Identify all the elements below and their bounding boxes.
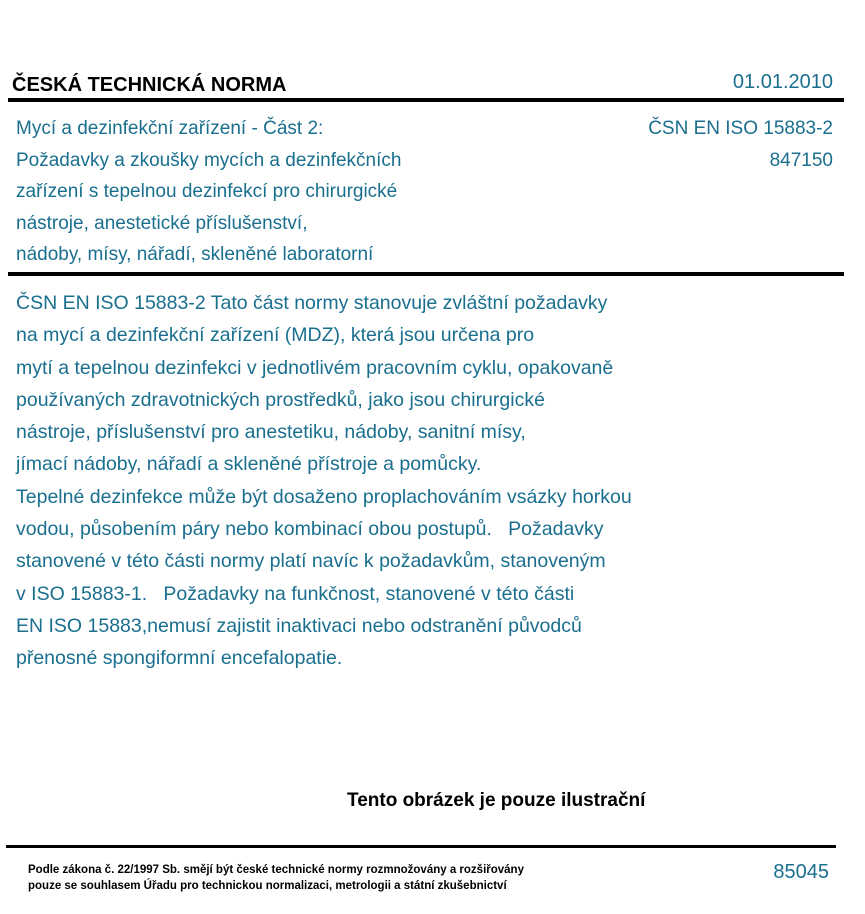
legal-notice-line: pouze se souhlasem Úřadu pro technickou normalizaci, metrologii a státní zkušebnictví: [28, 880, 507, 892]
abstract-line: používaných zdravotnických prostředků, jako jsou chirurgické: [16, 388, 545, 411]
standard-abstract: [16, 287, 846, 675]
standard-identifiers: [648, 113, 833, 176]
effective-date: 01.01.2010: [732, 71, 833, 93]
standard-title-line: Požadavky a zkoušky mycích a dezinfekčních: [16, 149, 402, 171]
illustration-note: Tento obrázek je pouze ilustrační: [347, 790, 646, 811]
standard-title-line: nástroje, anestetické příslušenství,: [16, 212, 308, 234]
abstract-line: EN ISO 15883,nemusí zajistit inaktivaci nebo odstranění původců: [16, 614, 582, 637]
legal-notice-line: Podle zákona č. 22/1997 Sb. smějí být české technické normy rozmnožovány a rozšiřovány: [28, 864, 524, 876]
abstract-line: vodou, působením páry nebo kombinací obou postupů. Požadavky: [16, 518, 604, 541]
standard-title-line: Mycí a dezinfekční zařízení - Část 2:: [16, 118, 324, 139]
standard-code: ČSN EN ISO 15883-2: [648, 118, 833, 139]
catalog-number: 85045: [773, 861, 829, 883]
abstract-line: Tepelné dezinfekce může být dosaženo proplachováním vsázky horkou: [16, 485, 632, 508]
title-divider: [8, 272, 844, 276]
footer-divider: [6, 845, 836, 848]
abstract-line: stanovené v této části normy platí navíc k požadavkům, stanoveným: [16, 550, 606, 573]
document-type-heading: ČESKÁ TECHNICKÁ NORMA: [12, 74, 287, 96]
abstract-line: přenosné spongiformní encefalopatie.: [16, 647, 343, 670]
abstract-line: jímací nádoby, nářadí a skleněné přístroje a pomůcky.: [16, 453, 482, 476]
classification-number: 847150: [769, 149, 833, 171]
standard-title-line: nádoby, mísy, nářadí, skleněné laboratorní: [16, 244, 374, 265]
abstract-line: nástroje, příslušenství pro anestetiku, nádoby, sanitní mísy,: [16, 421, 526, 444]
abstract-line: ČSN EN ISO 15883-2 Tato část normy stanovuje zvláštní požadavky: [16, 292, 608, 314]
standard-title-line: zařízení s tepelnou dezinfekcí pro chirurgické: [16, 181, 398, 202]
abstract-line: na mycí a dezinfekční zařízení (MDZ), která jsou určena pro: [16, 324, 535, 347]
header-divider: [8, 98, 844, 102]
abstract-line: v ISO 15883-1. Požadavky na funkčnost, stanovené v této části: [16, 582, 575, 605]
abstract-line: mytí a tepelnou dezinfekci v jednotlivém pracovním cyklu, opakovaně: [16, 356, 614, 379]
legal-notice: [28, 862, 524, 894]
standard-title: [16, 113, 486, 271]
